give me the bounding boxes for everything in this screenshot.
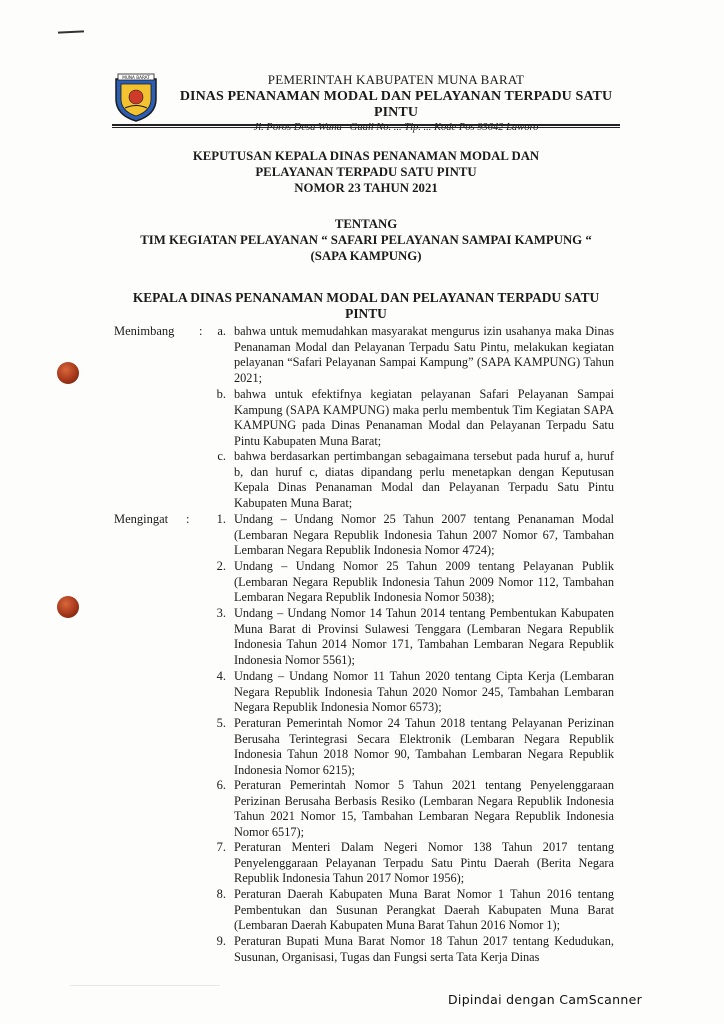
government-name: PEMERINTAH KABUPATEN MUNA BARAT [267,72,525,87]
mengingat-item: Peraturan Pemerintah Nomor 5 Tahun 2021 tentang Penyelenggaraan Perizinan Berusaha Berbasis Resiko (Lembaran Negara Republik Indonesia Tahun 2021 Nomor 15, Tambahan Lembaran Negara Republik Indonesia Nomor 6517); [234,778,614,839]
mengingat-item: Undang – Undang Nomor 11 Tahun 2020 tentang Cipta Kerja (Lembaran Negara Republik Indonesia Tahun 2020 Nomor 245, Tambahan Lembaran Negara Republik Indonesia Nomor 6573); [234,669,614,715]
office-name: DINAS PENANAMAN MODAL DAN PELAYANAN TERPADU SATU PINTU [179,89,613,120]
menimbang-item: bahwa untuk memudahkan masyarakat mengurus izin usahanya maka Dinas Penanaman Modal dan Pelayanan Terpadu Satu Pintu, melakukan kegiatan pelayanan “Safari Pelayanan Sampai Kampung” (SAPA KAMPUNG) Tahun 2021; [234,324,614,385]
mengingat-item: Peraturan Menteri Dalam Negeri Nomor 138 Tahun 2017 tentang Penyelenggaraan Pelayanan Terpadu Satu Pintu Daerah (Berita Negara Republik Indonesia Tahun 2017 Nomor 1956); [234,840,614,886]
logo-caption: MUNA BARAT [122,75,150,80]
menimbang-mark: c. [217,449,226,463]
menimbang-item: bahwa berdasarkan pertimbangan sebagaimana tersebut pada huruf a, huruf b, dan huruf c, diatas dipandang perlu menetapkan dengan Keputusan Kepala Dinas Penanaman Modal dan Pelayanan Terpadu Satu Pintu Kabupaten Muna Barat; [234,449,614,510]
letterhead-rule-thin [112,127,620,128]
mengingat-mark: 2. [216,559,226,573]
mengingat-mark: 8. [216,887,226,901]
mengingat-mark: 6. [216,778,226,792]
decree-issuer: KEPALA DINAS PENANAMAN MODAL DAN PELAYANAN TERPADU SATU PINTU [132,290,600,321]
mengingat-item: Undang – Undang Nomor 25 Tahun 2009 tentang Pelayanan Publik (Lembaran Negara Republik Indonesia Tahun 2009 Nomor 112, Tambahan Lembaran Negara Republik Indonesia Nomor 5038); [234,559,614,605]
camscanner-watermark: Dipindai dengan CamScanner [448,992,643,1007]
punch-hole [57,362,79,384]
mengingat-mark: 5. [216,716,226,730]
mengingat-colon: : [186,512,190,526]
mengingat-mark: 4. [216,669,226,683]
regency-emblem-icon [110,73,162,123]
mengingat-item: Undang – Undang Nomor 14 Tahun 2014 tentang Pembentukan Kabupaten Muna Barat di Provinsi Sulawesi Tenggara (Lembaran Negara Republik Indonesia Tahun 2014 Nomor 171, Tambahan Lembaran Negara Republik Indonesia Nomor 5561); [234,606,614,667]
mengingat-mark: 3. [216,606,226,620]
menimbang-mark: a. [217,324,226,338]
letterhead-rule [112,124,620,126]
mengingat-mark: 1. [216,512,226,526]
mengingat-label: Mengingat [114,512,169,526]
scan-pen-mark [58,30,84,33]
decree-subject-2: (SAPA KAMPUNG) [310,249,422,263]
mengingat-item: Undang – Undang Nomor 25 Tahun 2007 tentang Penanaman Modal (Lembaran Negara Republik Indonesia Tahun 2007 Nomor 67, Tambahan Lembaran Negara Republik Indonesia Nomor 4724); [234,512,614,558]
menimbang-label: Menimbang [114,324,175,338]
punch-hole [57,596,79,618]
menimbang-item: bahwa untuk efektifnya kegiatan pelayanan Safari Pelayanan Sampai Kampung (SAPA KAMPUNG) maka perlu membentuk Tim Kegiatan SAPA KAMPUNG pada Dinas Penanaman Modal dan Pelayanan Terpadu Satu Pintu Kabupaten Muna Barat; [234,387,614,448]
decree-title-2: PELAYANAN TERPADU SATU PINTU [255,165,477,179]
decree-tentang: TENTANG [334,217,398,231]
mengingat-mark: 7. [216,840,226,854]
mengingat-item: Peraturan Bupati Muna Barat Nomor 18 Tahun 2017 tentang Kedudukan, Susunan, Organisasi, Tugas dan Fungsi serta Tata Kerja Dinas [234,934,614,964]
scan-artifact [70,985,220,986]
mengingat-item: Peraturan Pemerintah Nomor 24 Tahun 2018 tentang Pelayanan Perizinan Berusaha Terintegrasi Secara Elektronik (Lembaran Negara Republik Indonesia Tahun 2018 Nomor 90, Tambahan Lembaran Negara Republik Indonesia Nomor 6215); [234,716,614,777]
mengingat-mark: 9. [216,934,226,948]
menimbang-colon: : [199,324,203,338]
mengingat-item: Peraturan Daerah Kabupaten Muna Barat Nomor 1 Tahun 2016 tentang Pembentukan dan Susunan Perangkat Daerah Kabupaten Muna Barat (Lembaran Daerah Kabupaten Muna Barat Tahun 2016 Nomor 1); [234,887,614,933]
decree-subject-1: TIM KEGIATAN PELAYANAN “ SAFARI PELAYANAN SAMPAI KAMPUNG “ [140,233,592,247]
decree-title-1: KEPUTUSAN KEPALA DINAS PENANAMAN MODAL DAN [192,149,540,163]
menimbang-mark: b. [216,387,226,401]
decree-number: NOMOR 23 TAHUN 2021 [294,181,438,195]
